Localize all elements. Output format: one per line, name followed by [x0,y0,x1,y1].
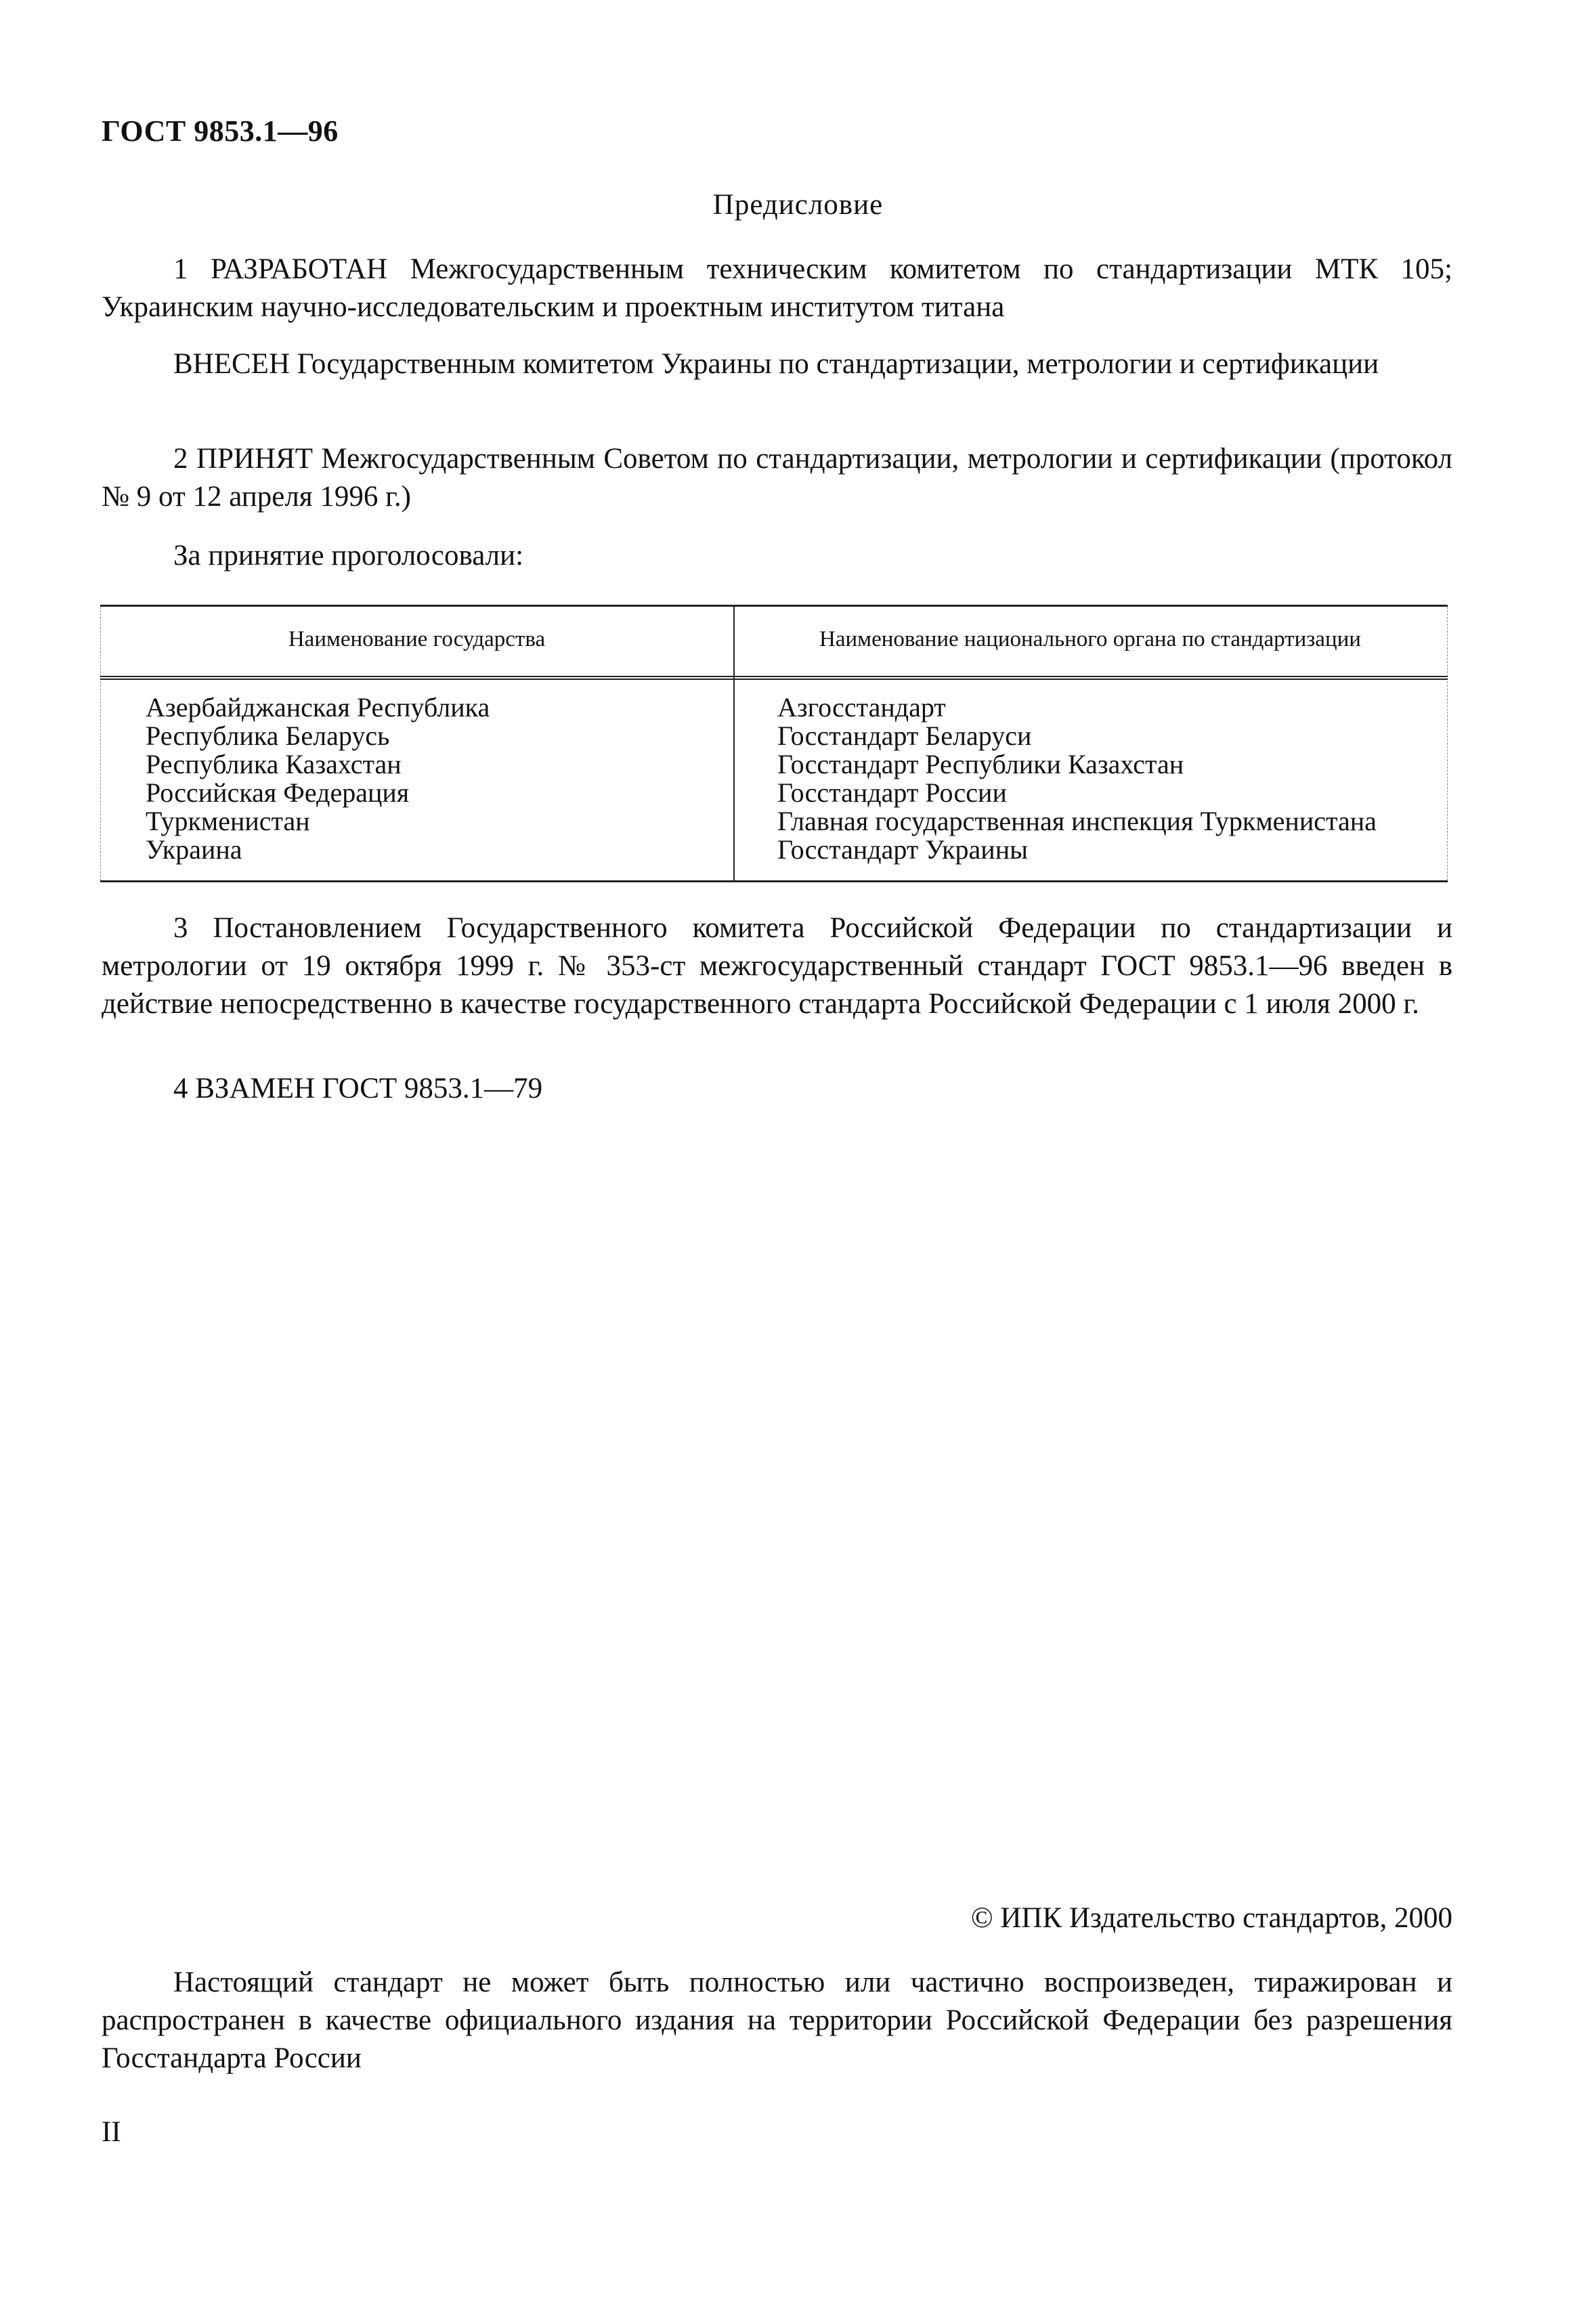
item-voted: За принятие проголосовали: [173,540,524,572]
table-cell-state: Республика Казахстан [146,749,402,779]
foreword-title: Предисловие [712,189,884,221]
table-cell-state: Туркменистан [146,806,310,836]
page-number: II [102,2116,121,2148]
table-header-rule [100,676,1448,677]
table-edge-right [1447,607,1448,880]
reproduction-notice: Настоящий стандарт не может быть полностью или частично воспроизведен, тиражирован и распространен в качестве официального издания на территории Российской Федерации без разрешения Госстандарта России [102,1966,1452,2074]
item-adopted: 2 ПРИНЯТ Межгосударственным Советом по стандартизации, метрологии и сертификации (протокол № 9 от 12 апреля 1996 г.) [102,443,1452,513]
table-column-states [146,693,490,864]
item-replaces: 4 ВЗАМЕН ГОСТ 9853.1—79 [173,1073,543,1104]
table-header-state: Наименование государства [288,627,546,651]
item-developed: 1 РАЗРАБОТАН Межгосударственным техническим комитетом по стандартизации МТК 105; Украинским научно-исследовательским и проектным институтом титана [102,253,1452,323]
table-cell-body: Госстандарт России [777,777,1007,808]
document-code: ГОСТ 9853.1—96 [102,114,339,148]
table-cell-body: Госстандарт Украины [777,834,1028,865]
item-introduced: ВНЕСЕН Государственным комитетом Украины по стандартизации, метрологии и сертификации [173,348,1379,380]
table-column-bodies [777,693,1377,864]
table-cell-state: Украина [146,834,242,865]
table-cell-body: Азгосстандарт [777,692,946,723]
copyright-notice: © ИПК Издательство стандартов, 2000 [970,1902,1452,1934]
table-cell-body: Госстандарт Республики Казахстан [777,749,1184,779]
table-cell-state: Российская Федерация [146,777,410,808]
item-enacted: 3 Постановлением Государственного комитета Российской Федерации по стандартизации и метрологии от 19 октября 1999 г. № 353-ст межгосударственный стандарт ГОСТ 9853.1—96 введен в действие непосредственно в качестве государственного стандарта Российской Федерации с 1 июля 2000 г. [102,912,1452,1020]
table-header-body: Наименование национального органа по стандартизации [819,627,1361,651]
voting-table [100,605,1448,882]
table-cell-body: Госстандарт Беларуси [777,720,1032,751]
table-cell-state: Азербайджанская Республика [146,692,490,723]
table-cell-body: Главная государственная инспекция Туркменистана [777,806,1377,836]
table-header-rule-double [100,679,1448,680]
table-cell-state: Республика Беларусь [146,720,390,751]
